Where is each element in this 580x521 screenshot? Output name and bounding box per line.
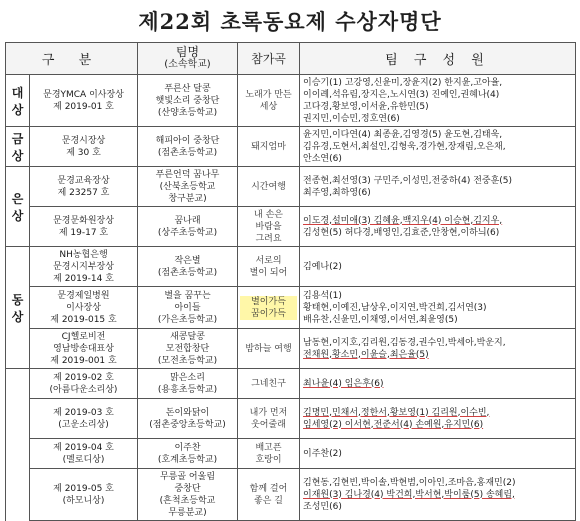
award-sponsor-grand xyxy=(30,75,138,127)
table-row-gold xyxy=(6,127,576,167)
song-line: 별이가득 xyxy=(240,296,297,308)
members-cell-silver-1 xyxy=(300,167,576,207)
song-line: 배고픈 xyxy=(255,442,282,453)
members-line: 고다경,황보영,이서윤,유한민(5) xyxy=(303,101,429,112)
award-number-encourage-4 xyxy=(30,469,138,521)
song-line: 함께 걸어 xyxy=(249,483,288,494)
members-line: 권지민,이승민,정호연(6) xyxy=(303,113,400,124)
awardee-table xyxy=(5,42,576,521)
header-team-school: (소속학교) xyxy=(164,59,211,70)
members-line: 김용석(1) xyxy=(303,290,342,301)
song-line: 바람을 xyxy=(255,221,282,232)
song-cell-bronze-2 xyxy=(238,287,300,329)
team-line: (점촌초등학교) xyxy=(157,267,218,278)
song-cell-encourage-3 xyxy=(238,439,300,469)
song-cell-gold xyxy=(238,127,300,167)
team-line: 푸른산 달콩 xyxy=(164,83,211,94)
members-line: 이주찬(2) xyxy=(303,448,342,459)
header-members: 팀 구 성 원 xyxy=(300,43,576,75)
song-line: 그려요 xyxy=(255,233,282,244)
song-cell-encourage-1 xyxy=(238,369,300,399)
team-line: 해피아이 중창단 xyxy=(155,135,220,146)
award-label-grand: 대상 xyxy=(6,75,30,127)
team-line: (용흥초등학교) xyxy=(157,384,218,395)
number-line: (고운소리상) xyxy=(58,419,109,430)
number-line: (멜로디상) xyxy=(62,454,105,465)
team-line: 창구분교) xyxy=(168,193,207,204)
table-row-encourage-1 xyxy=(6,369,576,399)
song-cell-encourage-2 xyxy=(238,399,300,439)
team-line: (점촌중앙초등학교) xyxy=(149,419,226,430)
number-line: 제 2019-04 호 xyxy=(53,442,114,453)
number-line: 제 2019-02 호 xyxy=(53,372,114,383)
song-line: 좋은 길 xyxy=(254,495,283,506)
sponsor-line: 문경시장상 xyxy=(61,135,106,146)
members-line: 김성현(5) 허다경,배영인,김효준,안창현,이하늬(6) xyxy=(303,227,500,238)
team-line: 푸른언덕 꿈나무 xyxy=(155,169,220,180)
award-label-silver: 은상 xyxy=(6,167,30,247)
song-cell-grand xyxy=(238,75,300,127)
members-line: 김예나(2) xyxy=(303,261,342,272)
members-line: 김유경,도현서,최설인,김형욱,경가현,장재림,오은채, xyxy=(303,141,506,152)
header-category: 구 분 xyxy=(6,43,138,75)
award-sponsor-silver-1 xyxy=(30,167,138,207)
members-line: 남동현,이지호,김리원,김동경,권수인,박세아,박운지, xyxy=(303,337,506,348)
award-label-encourage xyxy=(6,369,30,521)
team-line: (호계초등학교) xyxy=(157,454,218,465)
members-cell-gold xyxy=(300,127,576,167)
table-row-bronze-1 xyxy=(6,247,576,287)
sponsor-line: 제 2019-01 호 xyxy=(53,101,114,112)
team-line: 중창단 xyxy=(174,483,201,494)
members-line: 김현동,김현빈,박이솔,박현범,이아인,조마음,홍재민(2) xyxy=(303,477,516,488)
members-line: 전채원,황소민,이윤슬,최은율(5) xyxy=(303,349,429,360)
song-line: 세상 xyxy=(259,101,278,112)
team-cell-encourage-1 xyxy=(138,369,238,399)
sponsor-line: 영남방송대표상 xyxy=(53,343,114,354)
song-cell-bronze-3 xyxy=(238,329,300,369)
members-line: 이승기(1) 고강영,신윤미,장윤지(2) 한지윤,고아율, xyxy=(303,77,503,88)
sponsor-line: 제 2019-14 호 xyxy=(53,273,114,284)
team-line: 무릉분교) xyxy=(168,507,207,518)
award-sponsor-silver-2 xyxy=(30,207,138,247)
team-line: 별을 꿈꾸는 xyxy=(164,290,211,301)
song-line: 내 손은 xyxy=(254,209,283,220)
song-cell-encourage-4 xyxy=(238,469,300,521)
members-line: 이도경,설미애(3) 김혜윤,백지우(4) 이승현,김지우, xyxy=(303,215,503,226)
song-line: 꿈이가득 xyxy=(240,308,297,320)
award-label-gold: 금상 xyxy=(6,127,30,167)
team-cell-silver-2 xyxy=(138,207,238,247)
team-line: (상주초등학교) xyxy=(157,227,218,238)
song-cell-silver-1 xyxy=(238,167,300,207)
team-cell-encourage-3 xyxy=(138,439,238,469)
team-line: (모전초등학교) xyxy=(157,355,218,366)
song-line: 노래가 만든 xyxy=(245,89,292,100)
team-line: 햇빛소리 중창단 xyxy=(155,95,220,106)
award-label-bronze: 동상 xyxy=(6,247,30,369)
members-cell-encourage-4 xyxy=(300,469,576,521)
award-number-encourage-2 xyxy=(30,399,138,439)
sponsor-line: 문경문화원장상 xyxy=(53,215,114,226)
table-row-silver-1 xyxy=(6,167,576,207)
sponsor-line: 문경제일병원 xyxy=(57,290,110,301)
number-line: (아름다운소리상) xyxy=(49,384,118,395)
team-cell-silver-1 xyxy=(138,167,238,207)
sponsor-line: 문경교육장상 xyxy=(57,175,110,186)
song-line: 서로의 xyxy=(255,255,282,266)
sponsor-line: 제 23257 호 xyxy=(57,187,110,198)
header-team xyxy=(138,43,238,75)
song-line: 호랑이 xyxy=(255,454,282,465)
team-line: 새콩달콩 xyxy=(170,331,205,342)
team-cell-encourage-4 xyxy=(138,469,238,521)
team-line: 무릉골 어울림 xyxy=(159,471,216,482)
sponsor-line: 제 2019-001 호 xyxy=(50,355,117,366)
song-line: 별이 되어 xyxy=(249,267,288,278)
table-row-silver-2 xyxy=(6,207,576,247)
team-line: (산양초등학교) xyxy=(157,107,218,118)
members-line: 이이례,석유림,장지은,노시연(3) 진예인,권혜나(4) xyxy=(303,89,500,100)
award-number-encourage-3 xyxy=(30,439,138,469)
team-line: 아이들 xyxy=(174,302,201,313)
award-sponsor-bronze-1 xyxy=(30,247,138,287)
sponsor-line: 제 30 호 xyxy=(66,147,101,158)
sponsor-line: 제 19-17 호 xyxy=(58,227,109,238)
number-line: (하모니상) xyxy=(62,495,105,506)
team-cell-bronze-2 xyxy=(138,287,238,329)
header-row xyxy=(6,43,576,75)
award-sponsor-bronze-2 xyxy=(30,287,138,329)
sponsor-line: 이사장상 xyxy=(66,302,101,313)
table-row-encourage-3 xyxy=(6,439,576,469)
members-line: 김명민,민채서,정한서,황보영(1) 김리원,이수빈, xyxy=(303,407,490,418)
members-cell-encourage-1 xyxy=(300,369,576,399)
song-line: 시간여행 xyxy=(251,181,286,192)
members-line: 황태현,이예진,남상우,이지연,박건희,김서연(3) xyxy=(303,302,487,313)
header-song: 참가곡 xyxy=(238,43,300,75)
team-line: (점촌초등학교) xyxy=(157,147,218,158)
number-line: 제 2019-05 호 xyxy=(53,483,114,494)
team-line: (가은초등학교) xyxy=(157,314,218,325)
members-line: 최나윤(4) 임은후(6) xyxy=(303,378,384,389)
team-line: (산북초등학교 xyxy=(159,181,216,192)
award-sponsor-bronze-3 xyxy=(30,329,138,369)
team-line: (흔척초등학교 xyxy=(159,495,216,506)
number-line: 제 2019-03 호 xyxy=(53,407,114,418)
song-line: 내가 먼저 xyxy=(249,407,288,418)
song-line: 돼지엄마 xyxy=(251,141,286,152)
sponsor-line: 문경시지부장상 xyxy=(53,261,114,272)
table-row-encourage-4 xyxy=(6,469,576,521)
members-line: 최주영,최하영(6) xyxy=(303,187,371,198)
team-cell-grand xyxy=(138,75,238,127)
members-line: 안소연(6) xyxy=(303,153,342,164)
table-row-bronze-3 xyxy=(6,329,576,369)
award-sponsor-gold xyxy=(30,127,138,167)
table-row-encourage-2 xyxy=(6,399,576,439)
sponsor-line: CJ헬로비전 xyxy=(61,331,106,342)
page-title: 제22회 초록동요제 수상자명단 xyxy=(138,9,442,34)
song-cell-bronze-1 xyxy=(238,247,300,287)
team-cell-gold xyxy=(138,127,238,167)
members-cell-grand xyxy=(300,75,576,127)
members-cell-encourage-3 xyxy=(300,439,576,469)
members-cell-encourage-2 xyxy=(300,399,576,439)
table-row-grand xyxy=(6,75,576,127)
team-line: 꿈나래 xyxy=(174,215,201,226)
members-cell-silver-2 xyxy=(300,207,576,247)
team-cell-bronze-3 xyxy=(138,329,238,369)
team-line: 이주찬 xyxy=(174,442,201,453)
sponsor-line: NH농협은행 xyxy=(59,249,108,260)
sponsor-line: 제 2019-015 호 xyxy=(50,314,117,325)
team-cell-encourage-2 xyxy=(138,399,238,439)
members-line: 이재원(3) 김나경(4) 박건희,박서현,박이룸(5) 송혜림, xyxy=(303,489,515,500)
table-row-bronze-2 xyxy=(6,287,576,329)
song-line: 밤하늘 여행 xyxy=(245,343,292,354)
members-line: 조성민(6) xyxy=(303,501,342,512)
members-cell-bronze-2 xyxy=(300,287,576,329)
song-cell-silver-2 xyxy=(238,207,300,247)
sponsor-line: 문경YMCA 이사장상 xyxy=(43,89,124,100)
members-cell-bronze-1 xyxy=(300,247,576,287)
award-number-encourage-1 xyxy=(30,369,138,399)
team-line: 돈이와닭이 xyxy=(165,407,210,418)
members-cell-bronze-3 xyxy=(300,329,576,369)
header-team-name: 팀명 xyxy=(175,45,200,59)
members-line: 임세영(2) 이서현,전준서(4) 손예원,유지민(6) xyxy=(303,419,484,430)
song-line: 웃어줄래 xyxy=(251,419,286,430)
members-line: 윤지민,이다연(4) 최종윤,김영경(5) 윤도현,김태욱, xyxy=(303,129,503,140)
members-line: 배유찬,신윤민,이채영,이서연,최윤영(5) xyxy=(303,314,458,325)
team-line: 작은별 xyxy=(174,255,201,266)
song-line: 그네친구 xyxy=(251,378,286,389)
team-cell-bronze-1 xyxy=(138,247,238,287)
members-line: 전종현,최선영(3) 구민주,이성민,전중하(4) 전중훈(5) xyxy=(303,175,513,186)
team-line: 모전합창단 xyxy=(165,343,210,354)
team-line: 맑은소리 xyxy=(170,372,205,383)
